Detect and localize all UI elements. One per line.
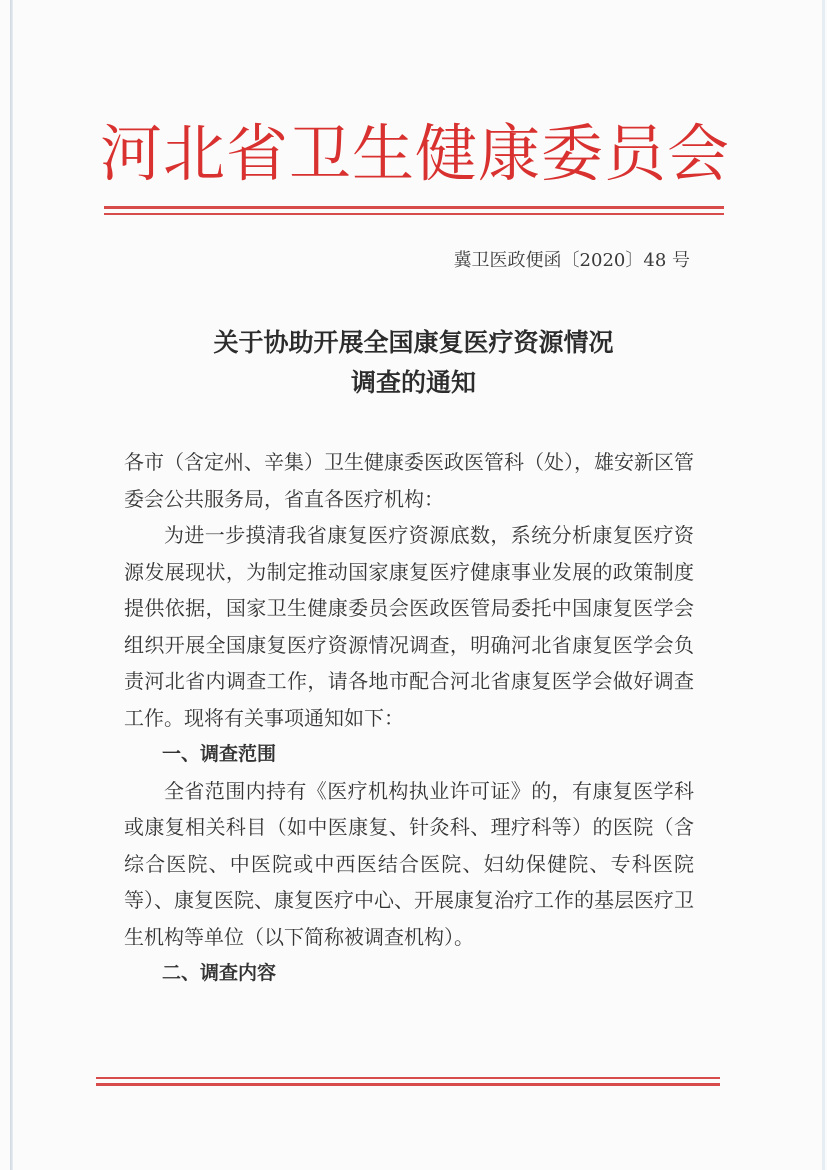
scope-paragraph: 全省范围内持有《医疗机构执业许可证》的，有康复医学科或康复相关科目（如中医康复、针灸科、理疗科等）的医院（含综合医院、中医院或中西医结合医院、妇幼保健院、专科医院等）、康复医院、康复医疗中心、开展康复治疗工作的基层医疗卫生机构等单位（以下简称被调查机构）。 bbox=[124, 778, 694, 949]
page-right-edge bbox=[822, 0, 825, 1170]
notice-title-line1: 关于协助开展全国康复医疗资源情况 bbox=[213, 328, 614, 357]
letterhead-rule-thin bbox=[104, 213, 724, 215]
section-heading-scope: 一、调查范围 bbox=[162, 743, 277, 765]
footer-rule-thick bbox=[96, 1083, 720, 1086]
letterhead-title: 河北省卫生健康委员会 bbox=[100, 117, 731, 190]
page-left-edge bbox=[10, 0, 13, 1170]
notice-title-line2: 调查的通知 bbox=[350, 368, 476, 397]
addressee-paragraph: 各市（含定州、辛集）卫生健康委医政医管科（处），雄安新区管委会公共服务局，省直各医疗机构： bbox=[124, 450, 694, 511]
document-body bbox=[124, 444, 694, 992]
intro-paragraph: 为进一步摸清我省康复医疗资源底数，系统分析康复医疗资源发展现状，为制定推动国家康复医疗健康事业发展的政策制度提供依据，国家卫生健康委员会医政医管局委托中国康复医学会组织开展全国康复医疗资源情况调查，明确河北省康复医学会负责河北省内调查工作，请各地市配合河北省康复医学会做好调查工作。现将有关事项通知如下： bbox=[124, 523, 694, 730]
document-number: 冀卫医政便函〔2020〕48 号 bbox=[453, 250, 690, 271]
letterhead-rule-thick bbox=[104, 206, 724, 209]
notice-title bbox=[100, 323, 727, 403]
section-heading-content: 二、调查内容 bbox=[162, 962, 277, 984]
footer-rule-thin bbox=[96, 1077, 720, 1079]
